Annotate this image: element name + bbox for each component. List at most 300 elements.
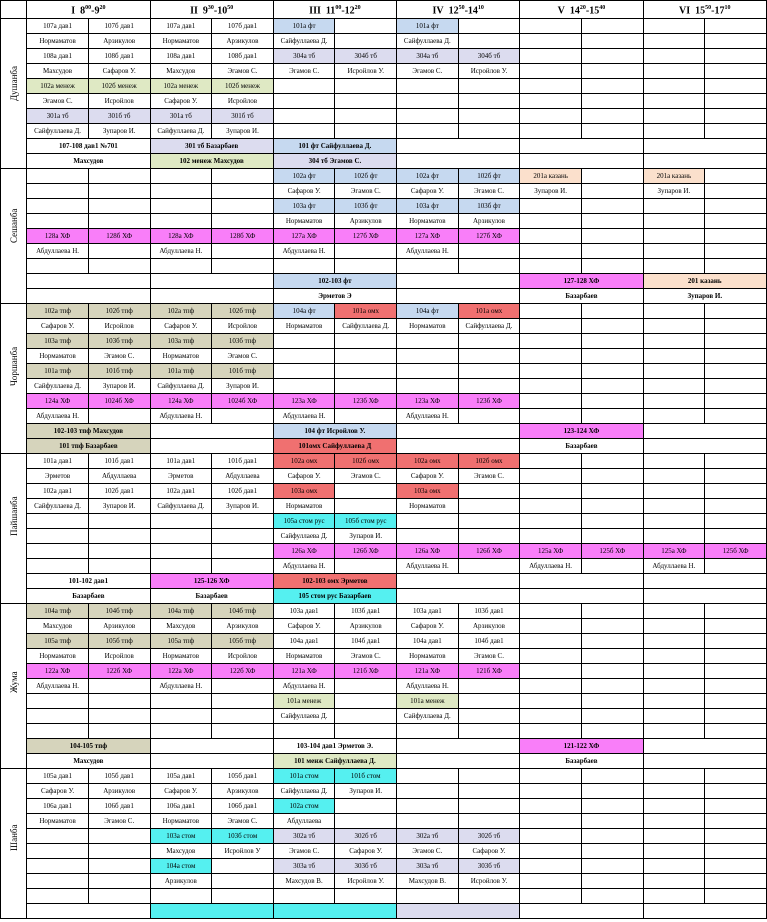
schedule-cell: 128б ХФ xyxy=(212,229,274,244)
schedule-cell: 303а тб xyxy=(273,859,335,874)
schedule-cell xyxy=(705,724,767,739)
schedule-cell: 101б тпф xyxy=(212,364,274,379)
schedule-cell xyxy=(643,709,705,724)
schedule-cell xyxy=(643,574,766,589)
schedule-cell xyxy=(581,724,643,739)
schedule-row xyxy=(1,304,767,319)
schedule-cell xyxy=(643,319,705,334)
schedule-cell: Эгамов С. xyxy=(88,814,150,829)
schedule-cell: 103б тпф xyxy=(212,334,274,349)
schedule-row xyxy=(1,484,767,499)
schedule-cell: 101 менж Сайфуллаева Д. xyxy=(273,754,396,769)
schedule-row xyxy=(1,139,767,154)
schedule-cell xyxy=(643,424,766,439)
schedule-cell xyxy=(88,184,150,199)
schedule-cell: Абдуллаева Н. xyxy=(27,409,89,424)
schedule-cell xyxy=(212,724,274,739)
schedule-cell: 107б дав1 xyxy=(212,19,274,34)
schedule-cell xyxy=(27,889,89,904)
schedule-cell xyxy=(705,394,767,409)
day-name: Сешанба xyxy=(8,208,19,244)
schedule-cell: 201а казань xyxy=(520,169,582,184)
schedule-cell: Исройлов xyxy=(212,649,274,664)
schedule-cell: Нормаматов xyxy=(273,319,335,334)
schedule-row xyxy=(1,874,767,889)
schedule-cell: 104б тпф xyxy=(212,604,274,619)
schedule-cell: 102б омх xyxy=(458,454,520,469)
schedule-cell: 102б дав1 xyxy=(88,484,150,499)
schedule-row xyxy=(1,409,767,424)
schedule-cell: 104б дав1 xyxy=(335,634,397,649)
schedule-cell xyxy=(335,79,397,94)
schedule-cell xyxy=(705,184,767,199)
schedule-cell: 128а ХФ xyxy=(150,229,212,244)
schedule-cell xyxy=(88,874,150,889)
schedule-row xyxy=(1,94,767,109)
schedule-cell xyxy=(643,409,705,424)
schedule-cell: 105а дав1 xyxy=(27,769,89,784)
schedule-cell xyxy=(212,559,274,574)
period-header: VI $15^{50}-17^{10}$ xyxy=(643,1,766,19)
schedule-cell xyxy=(705,469,767,484)
schedule-cell: Сафаров У. xyxy=(273,184,335,199)
schedule-row xyxy=(1,709,767,724)
schedule-cell xyxy=(705,604,767,619)
schedule-cell xyxy=(458,34,520,49)
schedule-cell: 1024б ХФ xyxy=(88,394,150,409)
schedule-row xyxy=(1,124,767,139)
schedule-cell: Исройлов У. xyxy=(458,64,520,79)
schedule-cell xyxy=(520,769,582,784)
schedule-cell xyxy=(397,904,520,919)
schedule-cell: 122б ХФ xyxy=(212,664,274,679)
schedule-cell xyxy=(643,454,705,469)
schedule-cell: 102б омх xyxy=(335,454,397,469)
schedule-row xyxy=(1,184,767,199)
schedule-cell xyxy=(520,844,582,859)
schedule-cell xyxy=(643,724,705,739)
schedule-cell xyxy=(581,889,643,904)
schedule-cell xyxy=(643,214,705,229)
schedule-cell xyxy=(643,514,705,529)
schedule-cell: Абдуллаева Н. xyxy=(520,559,582,574)
schedule-cell: Эгамов С. xyxy=(458,469,520,484)
schedule-cell: 102б фт xyxy=(458,169,520,184)
schedule-cell xyxy=(705,514,767,529)
schedule-cell: Сайфуллаева Д. xyxy=(27,379,89,394)
schedule-cell xyxy=(150,259,212,274)
schedule-cell xyxy=(212,409,274,424)
schedule-cell xyxy=(705,484,767,499)
schedule-cell xyxy=(397,349,459,364)
schedule-cell: Нормаматов xyxy=(150,349,212,364)
schedule-cell: Махсудов В. xyxy=(397,874,459,889)
schedule-cell xyxy=(643,814,705,829)
schedule-cell: 301а тб xyxy=(150,109,212,124)
schedule-cell xyxy=(520,889,582,904)
schedule-cell xyxy=(581,334,643,349)
period-header: V $14^{20}-15^{40}$ xyxy=(520,1,643,19)
schedule-cell: Абдуллаева Н. xyxy=(273,409,335,424)
schedule-cell xyxy=(335,484,397,499)
schedule-cell xyxy=(335,889,397,904)
schedule-cell xyxy=(458,94,520,109)
schedule-row xyxy=(1,574,767,589)
schedule-cell xyxy=(581,64,643,79)
schedule-cell xyxy=(581,559,643,574)
schedule-cell xyxy=(705,109,767,124)
schedule-cell xyxy=(520,304,582,319)
schedule-cell xyxy=(705,34,767,49)
schedule-cell: Сайфуллаева Д. xyxy=(335,319,397,334)
schedule-cell: Абдуллаева Н. xyxy=(273,559,335,574)
schedule-cell xyxy=(643,379,705,394)
schedule-cell: 104а фт xyxy=(397,304,459,319)
schedule-cell: 107-108 дав1 №701 xyxy=(27,139,150,154)
schedule-cell xyxy=(520,364,582,379)
schedule-cell: Арзикулов xyxy=(212,619,274,634)
schedule-cell xyxy=(458,559,520,574)
schedule-cell xyxy=(397,259,459,274)
schedule-row xyxy=(1,724,767,739)
schedule-cell: 103б дав1 xyxy=(458,604,520,619)
day-label xyxy=(1,454,27,604)
schedule-cell: Сафаров У. xyxy=(88,64,150,79)
schedule-cell: 103б фт xyxy=(458,199,520,214)
schedule-cell: 122а ХФ xyxy=(27,664,89,679)
schedule-cell xyxy=(273,364,335,379)
schedule-cell xyxy=(520,484,582,499)
schedule-cell xyxy=(643,664,705,679)
schedule-cell: 201 казань xyxy=(643,274,766,289)
schedule-cell: Абдуллаева Н. xyxy=(27,244,89,259)
schedule-cell xyxy=(705,319,767,334)
schedule-cell xyxy=(212,709,274,724)
schedule-cell xyxy=(458,499,520,514)
schedule-cell: Зупаров И. xyxy=(88,499,150,514)
schedule-cell xyxy=(520,634,582,649)
schedule-cell: 105а тпф xyxy=(150,634,212,649)
schedule-cell xyxy=(520,64,582,79)
schedule-cell xyxy=(88,709,150,724)
schedule-cell: Базарбаев xyxy=(520,289,643,304)
schedule-cell xyxy=(27,859,89,874)
schedule-cell: 125а ХФ xyxy=(643,544,705,559)
schedule-cell xyxy=(520,94,582,109)
schedule-cell xyxy=(88,514,150,529)
schedule-cell: 127б ХФ xyxy=(335,229,397,244)
schedule-cell: Абдуллаева Н. xyxy=(273,679,335,694)
schedule-cell xyxy=(705,334,767,349)
schedule-cell: 104а тпф xyxy=(150,604,212,619)
schedule-cell: 123-124 ХФ xyxy=(520,424,643,439)
schedule-cell: Нормаматов xyxy=(397,649,459,664)
schedule-row xyxy=(1,589,767,604)
schedule-cell xyxy=(705,49,767,64)
schedule-cell xyxy=(581,109,643,124)
schedule-cell: 104а тпф xyxy=(27,604,89,619)
schedule-cell xyxy=(643,154,766,169)
schedule-cell xyxy=(458,724,520,739)
schedule-cell xyxy=(458,889,520,904)
schedule-cell: 102а дав1 xyxy=(27,484,89,499)
schedule-cell xyxy=(212,169,274,184)
schedule-cell xyxy=(27,844,89,859)
schedule-cell xyxy=(397,94,459,109)
schedule-cell xyxy=(150,739,273,754)
schedule-cell xyxy=(273,889,335,904)
schedule-cell xyxy=(273,334,335,349)
day-label xyxy=(1,604,27,769)
schedule-cell: 103а фт xyxy=(397,199,459,214)
schedule-cell: Эгамов С. xyxy=(273,64,335,79)
schedule-cell: 105б стом рус xyxy=(335,514,397,529)
day-name: Пайшанба xyxy=(8,496,19,536)
schedule-cell xyxy=(27,544,89,559)
schedule-cell: Абдуллаева xyxy=(88,469,150,484)
schedule-cell xyxy=(581,304,643,319)
schedule-cell: 125а ХФ xyxy=(520,544,582,559)
schedule-cell: Сайфуллаева Д. xyxy=(273,784,335,799)
schedule-cell xyxy=(520,499,582,514)
schedule-cell: Сафаров У. xyxy=(27,319,89,334)
schedule-cell xyxy=(397,364,459,379)
schedule-cell xyxy=(520,154,643,169)
schedule-cell xyxy=(705,124,767,139)
schedule-cell: Нормаматов xyxy=(27,649,89,664)
schedule-cell xyxy=(458,109,520,124)
schedule-cell xyxy=(335,34,397,49)
schedule-cell xyxy=(335,349,397,364)
schedule-row xyxy=(1,259,767,274)
schedule-cell: 121б ХФ xyxy=(458,664,520,679)
schedule-cell xyxy=(212,874,274,889)
schedule-cell xyxy=(150,559,212,574)
schedule-cell xyxy=(27,709,89,724)
schedule-cell: 106б дав1 xyxy=(212,799,274,814)
schedule-cell xyxy=(335,94,397,109)
schedule-cell: Сафаров У. xyxy=(150,784,212,799)
schedule-cell xyxy=(581,19,643,34)
schedule-cell xyxy=(705,709,767,724)
schedule-cell: Сафаров У. xyxy=(397,619,459,634)
schedule-cell: Сайфуллаева Д. xyxy=(458,319,520,334)
schedule-cell xyxy=(581,244,643,259)
schedule-cell: Эгамов С. xyxy=(27,94,89,109)
schedule-cell: 102б тпф xyxy=(88,304,150,319)
schedule-row xyxy=(1,229,767,244)
schedule-cell: 105б тпф xyxy=(212,634,274,649)
schedule-cell xyxy=(150,754,273,769)
schedule-cell xyxy=(520,214,582,229)
schedule-cell: Сайфуллаева Д. xyxy=(273,34,335,49)
schedule-row xyxy=(1,754,767,769)
schedule-cell xyxy=(705,829,767,844)
schedule-cell: 304 тб Эгамов С. xyxy=(273,154,396,169)
schedule-cell xyxy=(520,649,582,664)
schedule-cell xyxy=(520,709,582,724)
schedule-cell xyxy=(581,529,643,544)
schedule-cell xyxy=(520,49,582,64)
schedule-cell xyxy=(458,694,520,709)
schedule-row xyxy=(1,634,767,649)
schedule-cell xyxy=(27,214,89,229)
schedule-row xyxy=(1,364,767,379)
schedule-cell: 103б фт xyxy=(335,199,397,214)
schedule-cell xyxy=(150,169,212,184)
schedule-cell xyxy=(705,229,767,244)
schedule-row xyxy=(1,829,767,844)
schedule-cell xyxy=(581,259,643,274)
schedule-cell xyxy=(397,514,459,529)
schedule-cell: 128а ХФ xyxy=(27,229,89,244)
schedule-cell: Абдуллаева Н. xyxy=(150,409,212,424)
schedule-cell xyxy=(581,34,643,49)
schedule-cell xyxy=(397,124,459,139)
schedule-cell: Эгамов С. xyxy=(212,349,274,364)
timetable-body xyxy=(1,19,767,919)
schedule-cell: 101-102 дав1 xyxy=(27,574,150,589)
schedule-cell xyxy=(212,244,274,259)
schedule-cell xyxy=(150,214,212,229)
schedule-cell xyxy=(705,664,767,679)
schedule-cell xyxy=(643,469,705,484)
schedule-cell: 101 тпф Базарбаев xyxy=(27,439,150,454)
schedule-cell xyxy=(643,694,705,709)
schedule-cell xyxy=(581,229,643,244)
schedule-cell xyxy=(643,79,705,94)
schedule-cell: Махсудов В. xyxy=(273,874,335,889)
schedule-row xyxy=(1,34,767,49)
schedule-cell xyxy=(643,499,705,514)
schedule-cell xyxy=(705,559,767,574)
schedule-cell xyxy=(458,799,520,814)
schedule-cell xyxy=(520,619,582,634)
schedule-cell xyxy=(520,514,582,529)
schedule-cell: Сафаров У. xyxy=(273,619,335,634)
schedule-cell: 201а казань xyxy=(643,169,705,184)
schedule-cell xyxy=(643,19,705,34)
schedule-cell xyxy=(88,409,150,424)
schedule-cell: Сайфуллаева Д. xyxy=(397,709,459,724)
schedule-cell xyxy=(88,544,150,559)
schedule-cell: 102а тпф xyxy=(150,304,212,319)
schedule-cell: Сайфуллаева Д. xyxy=(150,379,212,394)
schedule-cell xyxy=(581,364,643,379)
schedule-cell: Нормаматов xyxy=(27,34,89,49)
schedule-cell xyxy=(458,769,520,784)
schedule-cell xyxy=(27,184,89,199)
schedule-cell xyxy=(273,724,335,739)
schedule-row xyxy=(1,619,767,634)
schedule-cell xyxy=(705,169,767,184)
schedule-cell: Эгамов С. xyxy=(88,349,150,364)
schedule-cell xyxy=(643,589,766,604)
schedule-cell xyxy=(150,439,273,454)
schedule-row xyxy=(1,394,767,409)
schedule-cell xyxy=(705,694,767,709)
schedule-cell xyxy=(397,799,459,814)
schedule-cell xyxy=(581,184,643,199)
schedule-cell: 303а тб xyxy=(397,859,459,874)
schedule-cell xyxy=(397,424,520,439)
schedule-cell: 128б ХФ xyxy=(88,229,150,244)
schedule-cell xyxy=(643,874,705,889)
schedule-cell xyxy=(397,724,459,739)
schedule-cell xyxy=(705,679,767,694)
schedule-row xyxy=(1,844,767,859)
schedule-cell xyxy=(520,319,582,334)
schedule-cell: 103а дав1 xyxy=(397,604,459,619)
schedule-cell: 102а менеж xyxy=(150,79,212,94)
schedule-cell: Зупаров И. xyxy=(212,499,274,514)
schedule-cell: 101 фт Сайфуллаева Д. xyxy=(273,139,396,154)
schedule-cell: 121б ХФ xyxy=(335,664,397,679)
schedule-cell xyxy=(458,814,520,829)
schedule-row xyxy=(1,649,767,664)
schedule-cell xyxy=(150,889,212,904)
schedule-cell xyxy=(212,184,274,199)
schedule-cell: Арзикулов xyxy=(335,619,397,634)
schedule-cell: 304б тб xyxy=(335,49,397,64)
schedule-cell xyxy=(335,799,397,814)
schedule-cell: Арзикулов xyxy=(212,784,274,799)
schedule-row xyxy=(1,694,767,709)
schedule-cell: 102б фт xyxy=(335,169,397,184)
schedule-cell xyxy=(705,349,767,364)
schedule-cell xyxy=(458,124,520,139)
schedule-row xyxy=(1,334,767,349)
schedule-cell: 121а ХФ xyxy=(273,664,335,679)
schedule-cell xyxy=(397,754,520,769)
schedule-cell xyxy=(643,799,705,814)
schedule-cell: 103б стом xyxy=(212,829,274,844)
schedule-cell: Исройлов У. xyxy=(335,874,397,889)
schedule-cell xyxy=(88,244,150,259)
schedule-cell: Нормаматов xyxy=(27,814,89,829)
schedule-cell: Зупаров И. xyxy=(88,379,150,394)
schedule-cell: 125б ХФ xyxy=(705,544,767,559)
schedule-cell xyxy=(581,784,643,799)
schedule-cell xyxy=(273,349,335,364)
schedule-cell: 126а ХФ xyxy=(397,544,459,559)
schedule-cell xyxy=(458,709,520,724)
schedule-cell xyxy=(458,334,520,349)
schedule-row xyxy=(1,769,767,784)
schedule-cell: 104б дав1 xyxy=(458,634,520,649)
schedule-cell xyxy=(88,199,150,214)
schedule-cell: Эрметов xyxy=(27,469,89,484)
schedule-cell: Арзикулов xyxy=(335,214,397,229)
schedule-cell xyxy=(643,199,705,214)
schedule-cell: 106а дав1 xyxy=(150,799,212,814)
schedule-cell xyxy=(581,79,643,94)
schedule-cell: 108б дав1 xyxy=(212,49,274,64)
schedule-row xyxy=(1,244,767,259)
schedule-cell xyxy=(397,739,520,754)
day-label xyxy=(1,769,27,919)
schedule-row xyxy=(1,439,767,454)
schedule-cell xyxy=(581,604,643,619)
schedule-cell: Эрметов Э xyxy=(273,289,396,304)
schedule-cell xyxy=(335,499,397,514)
schedule-cell xyxy=(150,514,212,529)
schedule-cell: Эгамов С. xyxy=(458,184,520,199)
schedule-cell: Арзикулов xyxy=(458,214,520,229)
schedule-row xyxy=(1,154,767,169)
day-name: Шанба xyxy=(8,824,19,851)
schedule-cell xyxy=(520,19,582,34)
